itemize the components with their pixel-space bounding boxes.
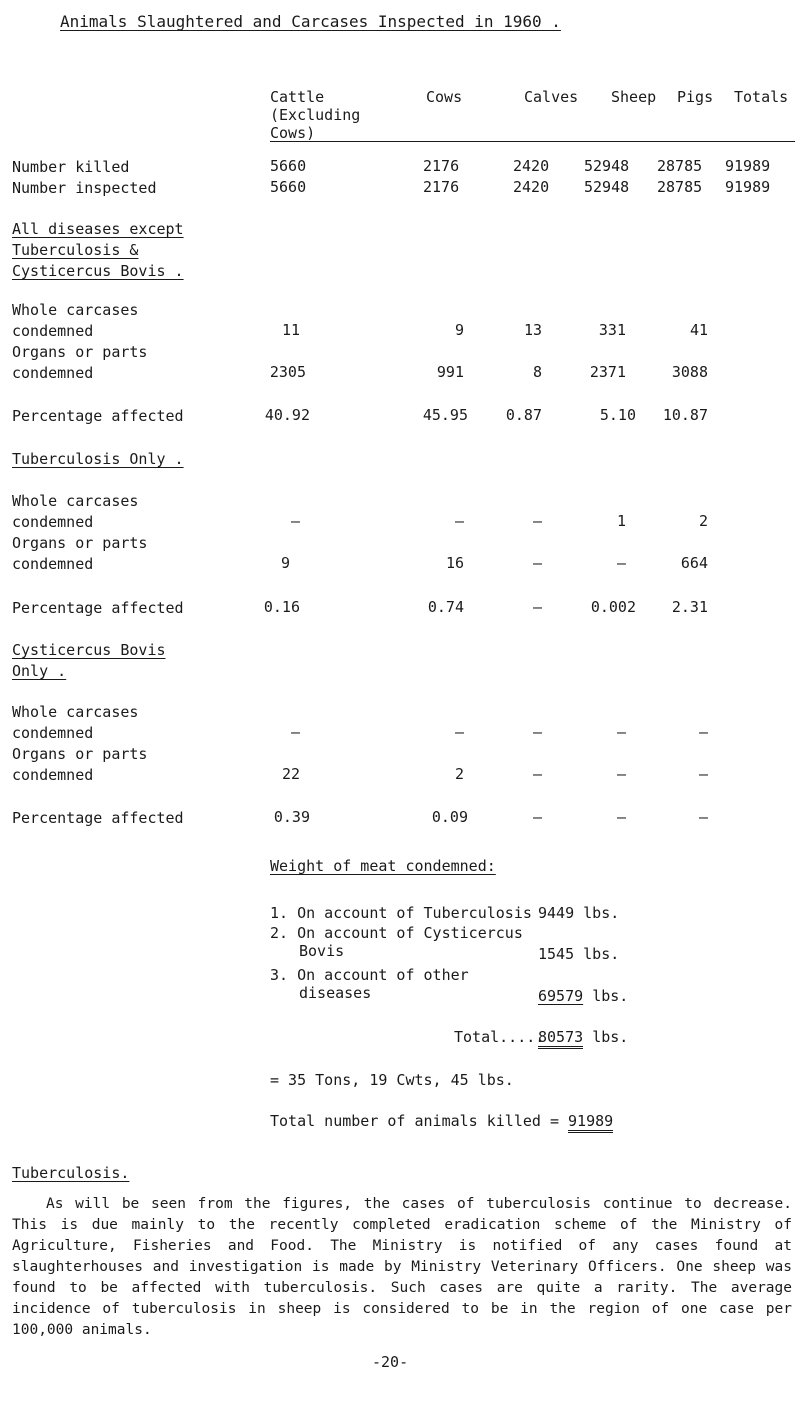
table-cell: 2 <box>454 765 464 783</box>
row-label-organs: Organs or parts condemned <box>12 343 148 382</box>
table-cell: 41 <box>689 321 708 339</box>
column-header-sheep: Sheep <box>611 88 657 106</box>
table-cell: 91989 <box>725 157 771 175</box>
weight-value: 69579 lbs. <box>538 987 629 1005</box>
table-cell: 91989 <box>725 178 771 196</box>
table-cell: — <box>698 723 708 741</box>
row-label-whole-carcases: Whole carcases condemned <box>12 703 139 742</box>
weight-heading: Weight of meat condemned: <box>270 857 496 875</box>
table-cell: 5660 <box>270 178 307 196</box>
table-cell: — <box>532 808 542 826</box>
table-cell: 2371 <box>589 363 626 381</box>
row-label-organs: Organs or parts condemned <box>12 745 148 784</box>
table-cell: 0.09 <box>431 808 468 826</box>
table-cell: 2420 <box>513 178 550 196</box>
table-cell: — <box>698 808 708 826</box>
table-cell: 5660 <box>270 157 307 175</box>
row-label-whole-carcases: Whole carcases condemned <box>12 301 139 340</box>
total-animals-line: Total number of animals killed = 91989 <box>270 1112 613 1130</box>
section-heading-all-diseases: All diseases except Tuberculosis & Cysticercus Bovis . <box>12 220 184 280</box>
table-cell: 0.74 <box>427 598 464 616</box>
page-title: Animals Slaughtered and Carcases Inspected in 1960 . <box>60 12 561 31</box>
table-cell: 2305 <box>269 363 306 381</box>
table-cell: 9 <box>280 554 290 572</box>
table-cell: 0.39 <box>273 808 310 826</box>
row-label-organs: Organs or parts condemned <box>12 534 148 573</box>
table-cell: 0.87 <box>505 406 542 424</box>
table-cell: — <box>290 512 300 530</box>
table-cell: 9 <box>454 321 464 339</box>
row-label-number-inspected: Number inspected <box>12 179 157 197</box>
table-cell: 28785 <box>657 157 703 175</box>
table-cell: — <box>616 808 626 826</box>
column-header-pigs: Pigs <box>677 88 714 106</box>
weight-value: 1545 lbs. <box>538 945 620 963</box>
column-header-cows: Cows <box>426 88 463 106</box>
weight-item: 2. On account of Cysticercus Bovis <box>270 924 523 960</box>
table-cell: 10.87 <box>662 406 708 424</box>
row-label-whole-carcases: Whole carcases condemned <box>12 492 139 531</box>
table-cell: 331 <box>598 321 626 339</box>
table-cell: 28785 <box>657 178 703 196</box>
table-cell: — <box>454 723 464 741</box>
weight-item: 1. On account of Tuberculosis <box>270 904 532 922</box>
table-cell: 16 <box>445 554 464 572</box>
table-cell: 1 <box>616 512 626 530</box>
table-cell: — <box>616 765 626 783</box>
table-cell: — <box>532 554 542 572</box>
table-cell: 45.95 <box>422 406 468 424</box>
column-header-calves: Calves <box>524 88 579 106</box>
weight-tons-line: = 35 Tons, 19 Cwts, 45 lbs. <box>270 1071 514 1089</box>
table-cell: 22 <box>281 765 300 783</box>
table-cell: — <box>698 765 708 783</box>
table-cell: — <box>532 598 542 616</box>
table-cell: 11 <box>281 321 300 339</box>
weight-item: 3. On account of other diseases <box>270 966 469 1002</box>
table-cell: 2176 <box>423 157 460 175</box>
table-cell: 0.16 <box>263 598 300 616</box>
table-cell: 13 <box>523 321 542 339</box>
tb-heading: Tuberculosis. <box>12 1164 130 1182</box>
table-cell: 3088 <box>671 363 708 381</box>
weight-total-label: Total..... <box>454 1028 545 1046</box>
table-cell: 8 <box>532 363 542 381</box>
row-label-number-killed: Number killed <box>12 158 130 176</box>
table-cell: — <box>532 765 542 783</box>
table-cell: 664 <box>680 554 708 572</box>
table-cell: — <box>532 512 542 530</box>
row-label-percentage: Percentage affected <box>12 407 184 425</box>
table-cell: 0.002 <box>590 598 636 616</box>
table-cell: 5.10 <box>599 406 636 424</box>
table-cell: 991 <box>436 363 464 381</box>
table-cell: 52948 <box>584 178 630 196</box>
table-cell: 2.31 <box>671 598 708 616</box>
weight-value: 9449 lbs. <box>538 904 620 922</box>
table-cell: 2176 <box>423 178 460 196</box>
table-cell: — <box>454 512 464 530</box>
section-heading-cysticercus: Cysticercus Bovis Only . <box>12 641 166 680</box>
table-cell: — <box>532 723 542 741</box>
page-number: -20- <box>372 1353 409 1371</box>
table-cell: 40.92 <box>264 406 310 424</box>
column-header-totals: Totals <box>734 88 789 106</box>
section-heading-tuberculosis: Tuberculosis Only . <box>12 450 184 468</box>
table-cell: 52948 <box>584 157 630 175</box>
table-cell: — <box>290 723 300 741</box>
table-cell: 2 <box>698 512 708 530</box>
tb-paragraph: As will be seen from the figures, the cases of tuberculosis continue to decrease. This is due mainly to the recently completed eradication scheme of the Ministry of Agriculture, Fisheries and Food. The Ministry is notified of any cases found at slaughterhouses and investigation is made by Ministry Veterinary Officers. One sheep was found to be affected with tuberculosis. Such cases are quite a rarity. The average incidence of tuberculosis in sheep is considered to be in the region of one case per 100,000 animals. <box>12 1196 792 1338</box>
table-cell: 2420 <box>513 157 550 175</box>
table-cell: — <box>616 554 626 572</box>
weight-total-value: 80573 lbs. <box>538 1028 628 1046</box>
row-label-percentage: Percentage affected <box>12 599 184 617</box>
column-header-cattle: Cattle (Excluding Cows) <box>270 88 361 142</box>
header-rule <box>270 141 795 142</box>
table-cell: — <box>616 723 626 741</box>
row-label-percentage: Percentage affected <box>12 809 184 827</box>
